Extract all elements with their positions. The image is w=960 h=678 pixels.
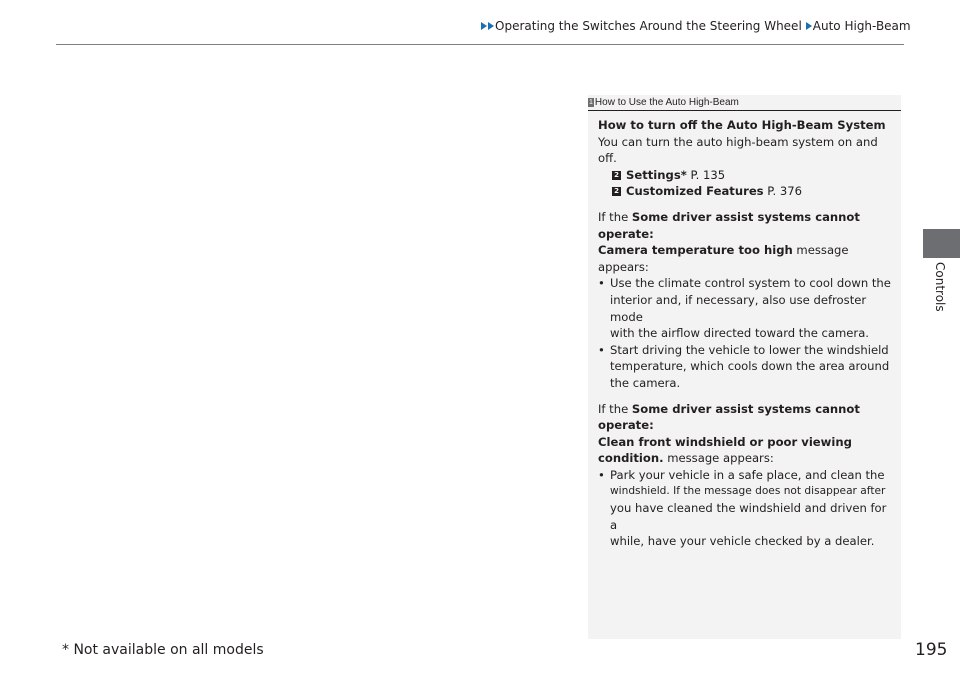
intro-text: You can turn the auto high-beam system on and off.: [598, 134, 878, 166]
message-name: Clean front windshield or poor viewing: [598, 434, 852, 449]
bullet-line: with the airflow directed toward the camera.: [610, 326, 869, 341]
sidebar-header: [588, 97, 739, 108]
bullet-icon: •: [598, 342, 605, 357]
message-name: Camera temperature too high: [598, 243, 793, 258]
reference-arrow-icon: 2: [612, 171, 621, 180]
sidebar-note: [588, 95, 901, 639]
breadcrumb-arrow-icon: [481, 22, 487, 30]
footnote: * Not available on all models: [62, 642, 264, 658]
section-title: How to turn off the Auto High-Beam System: [598, 118, 886, 132]
breadcrumb-item[interactable]: Operating the Switches Around the Steering Wheel: [495, 19, 802, 33]
breadcrumb-arrow-icon: [806, 22, 812, 30]
bullet-item: [598, 342, 895, 392]
bullet-line: interior and, if necessary, also use defroster mode: [610, 292, 867, 324]
reference-page: P. 376: [767, 184, 802, 199]
reference-label: Settings: [626, 167, 681, 182]
bullet-line: you have cleaned the windshield and driven for a: [610, 501, 887, 532]
bullet-icon: •: [598, 467, 605, 482]
condition-prefix: If the: [598, 209, 632, 224]
reference-label: Customized Features: [626, 184, 764, 199]
chapter-tab[interactable]: [923, 229, 960, 258]
sidebar-divider: [588, 110, 901, 111]
bullet-line: temperature, which cools down the area around: [610, 359, 890, 374]
sidebar-header-text: How to Use the Auto High-Beam: [594, 97, 739, 108]
chapter-tab-label: Controls: [933, 262, 947, 312]
breadcrumb-item[interactable]: Auto High-Beam: [812, 19, 911, 33]
condition-text: [598, 450, 895, 467]
breadcrumb: [481, 19, 911, 33]
footnote-mark: *: [680, 167, 687, 182]
page-number: 195: [915, 640, 948, 660]
cross-reference-link[interactable]: [598, 183, 895, 200]
header-divider: [56, 44, 904, 45]
bullet-line: Start driving the vehicle to lower the windshield: [610, 342, 889, 357]
cross-reference-link[interactable]: [598, 167, 895, 184]
message-name: Some driver assist systems cannot operate:: [598, 209, 860, 241]
sidebar-content: [598, 117, 895, 550]
message-name: condition.: [598, 451, 664, 466]
condition-suffix: message appears:: [598, 243, 849, 274]
bullet-icon: •: [598, 276, 605, 291]
reference-arrow-icon: 2: [612, 187, 621, 196]
bullet-line: while, have your vehicle checked by a dealer.: [610, 534, 875, 549]
message-name: Some driver assist systems cannot operate:: [598, 401, 860, 433]
reference-page: P. 135: [690, 167, 726, 182]
breadcrumb-arrow-icon: [488, 22, 494, 30]
bullet-line: Use the climate control system to cool down the: [610, 276, 891, 291]
sidebar-number-badge: 1: [589, 99, 593, 106]
condition-text: [598, 242, 895, 275]
condition-suffix: message appears:: [663, 451, 774, 466]
condition-prefix: If the: [598, 401, 632, 416]
bullet-line: windshield. If the message does not disappear after: [610, 485, 886, 498]
bullet-item: [598, 467, 895, 550]
bullet-line: Park your vehicle in a safe place, and clean the: [610, 467, 885, 482]
condition-text: [598, 401, 895, 434]
bullet-item: [598, 275, 895, 341]
condition-text: [598, 209, 895, 242]
bullet-line: the camera.: [610, 375, 681, 390]
